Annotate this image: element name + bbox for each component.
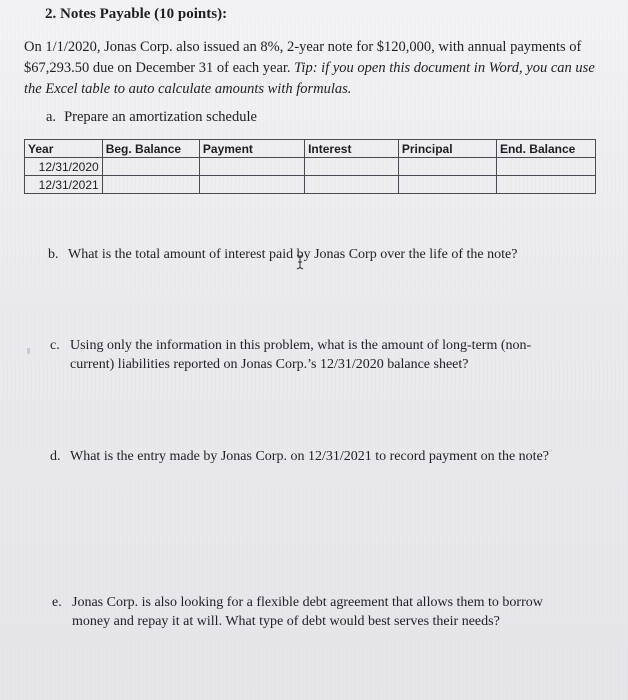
header-end-balance: End. Balance (496, 140, 595, 158)
part-a-text: Prepare an amortization schedule (64, 109, 257, 125)
cell-end-balance[interactable] (496, 158, 595, 176)
question-d-text: What is the entry made by Jonas Corp. on 12/31/2021 to record payment on the note? (70, 449, 550, 464)
question-b-text: What is the total amount of interest paid by Jonas Corp over the life of the note? (68, 247, 518, 262)
question-b-letter: b. (48, 247, 59, 262)
question-d (50, 447, 610, 466)
margin-mark (27, 348, 30, 354)
table-header-row (25, 140, 596, 158)
question-c-text: Using only the information in this problem, what is the amount of long-term (non-current) liabilities reported on Jonas Corp.’s 12/31/2020 balance sheet? (70, 338, 532, 372)
text-cursor-icon (295, 254, 305, 270)
table-row (25, 158, 596, 176)
cell-beg-balance[interactable] (102, 176, 199, 194)
cell-principal[interactable] (398, 158, 496, 176)
header-beg-balance: Beg. Balance (102, 140, 199, 158)
question-e (52, 593, 592, 631)
cell-interest[interactable] (305, 158, 399, 176)
cell-year[interactable]: 12/31/2021 (25, 176, 103, 194)
question-e-letter: e. (52, 595, 62, 610)
cell-interest[interactable] (305, 176, 399, 194)
part-a-prompt (46, 109, 257, 126)
section-heading: 2. Notes Payable (10 points): (45, 6, 228, 22)
header-year: Year (25, 140, 103, 158)
cell-payment[interactable] (199, 176, 304, 194)
cell-beg-balance[interactable] (102, 158, 199, 176)
amortization-table (24, 139, 596, 194)
intro-paragraph (24, 37, 614, 100)
question-c-letter: c. (50, 338, 60, 353)
cell-year[interactable]: 12/31/2020 (25, 158, 103, 176)
cell-end-balance[interactable] (496, 176, 595, 194)
cell-payment[interactable] (199, 158, 304, 176)
header-payment: Payment (199, 140, 304, 158)
question-d-letter: d. (50, 449, 61, 464)
question-e-text: Jonas Corp. is also looking for a flexible debt agreement that allows them to borrow money and repay it at will. What type of debt would best serves their needs? (72, 595, 543, 629)
table-row (25, 176, 596, 194)
part-a-letter: a. (46, 109, 57, 125)
cell-principal[interactable] (398, 176, 496, 194)
header-principal: Principal (398, 140, 496, 158)
intro-text: On 1/1/2020, Jonas Corp. also issued an 8%, 2-year note for $120,000, with annual payments of $67,293.50 due on December 31 of each year. (24, 39, 582, 76)
question-b (48, 245, 608, 264)
question-c (50, 336, 590, 374)
header-interest: Interest (305, 140, 399, 158)
intro-tip: Tip: if you open this document in Word, you can use the Excel table to auto calculate amounts with formulas. (24, 60, 595, 97)
